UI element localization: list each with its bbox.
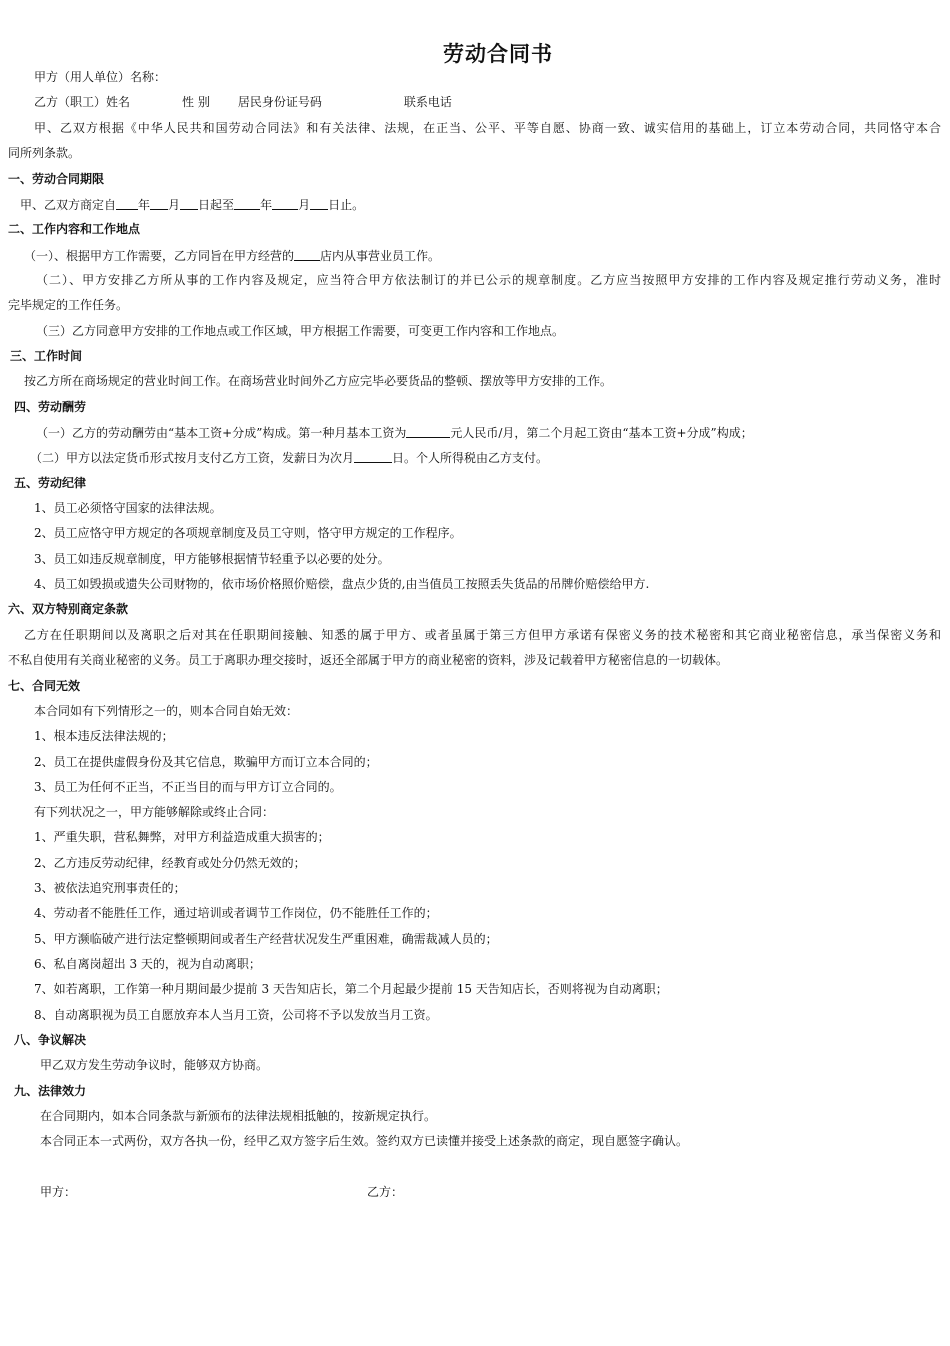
preamble-line-1: 甲、乙双方根据《中华人民共和国劳动合同法》和有关法律、法规，在正当、公平、平等自愿、协商一致、诚实信用的基础上，订立本劳动合同，共同恪守本合	[34, 121, 941, 135]
work-item-1-text-b: 店内从事营业员工作。	[320, 249, 441, 263]
term-text-to: 日起至	[198, 198, 235, 212]
end-day-blank[interactable]	[310, 197, 328, 210]
work-item-1-text-a: （一）、根据甲方工作需要，乙方同旨在甲方经营的	[24, 249, 295, 263]
void-intro: 本合同如有下列情形之一的，则本合同自始无效：	[34, 704, 299, 718]
preamble-line-2: 同所列条款。	[8, 146, 81, 160]
special-terms-line-1: 乙方在任职期间以及离职之后对其在任职期间接触、知悉的属于甲方、或者虽属于第三方但甲方承诺有保密义务的技术秘密和其它商业秘密信息，承当保密义务和	[24, 628, 941, 642]
contract-term-line	[20, 197, 364, 213]
work-content-item-2-line-1: （二）、甲方安排乙方所从事的工作内容及规定，应当符合甲方依法制订的并已公示的规章制度。乙方应当按照甲方安排的工作内容及规定推行劳动义务，准时	[36, 273, 941, 287]
store-name-blank[interactable]	[294, 248, 320, 261]
work-time-paragraph: 按乙方所在商场规定的营业时间工作。在商场营业时间外乙方应完毕必要货品的整顿、摆放等甲方安排的工作。	[24, 374, 613, 388]
party-b-signature-label: 乙方：	[367, 1185, 404, 1199]
work-content-item-2-line-2: 完毕规定的工作任务。	[8, 298, 129, 312]
discipline-item: 4、员工如毁损或遗失公司财物的，依市场价格照价赔偿，盘点少货的,由当值员工按照丢失货品的吊牌价赔偿给甲方.	[34, 577, 650, 591]
termination-item: 2、乙方违反劳动纪律，经教育或处分仍然无效的；	[34, 856, 306, 870]
discipline-item: 1、员工必须恪守国家的法律法规。	[34, 501, 222, 515]
section-5-heading: 五、劳动纪律	[14, 476, 87, 490]
termination-item: 1、严重失职，营私舞弊，对甲方利益造成重大损害的；	[34, 830, 330, 844]
section-8-heading: 八、争议解决	[14, 1033, 87, 1047]
party-a-name-line: 甲方（用人单位）名称：	[34, 70, 167, 84]
termination-item: 4、劳动者不能胜任工作，通过培训或者调节工作岗位，仍不能胜任工作的；	[34, 906, 438, 920]
start-year-blank[interactable]	[116, 197, 138, 210]
special-terms-line-2: 不私自使用有关商业秘密的义务。员工于离职办理交接时，返还全部属于甲方的商业秘密的资料，涉及记载着甲方秘密信息的一切载体。	[8, 653, 729, 667]
legal-effect-paragraph-1: 在合同期内，如本合同条款与新颁布的法律法规相抵触的，按新规定执行。	[40, 1109, 437, 1123]
term-text-from: 甲、乙双方商定自	[20, 198, 117, 212]
term-year-label-2: 年	[260, 198, 273, 212]
section-7-heading: 七、合同无效	[8, 679, 81, 693]
work-content-item-1	[24, 248, 440, 264]
salary-item-1	[36, 425, 753, 441]
termination-item: 7、如若离职，工作第一种月期间最少提前 3 天告知店长，第二个月起最少提前 15 天告知店长，否则将视为自动离职；	[34, 982, 668, 996]
salary-item-1-text-a: （一）乙方的劳动酬劳由“基本工资+分成”构成。第一种月基本工资为	[36, 426, 407, 440]
discipline-item: 3、员工如违反规章制度，甲方能够根据情节轻重予以必要的处分。	[34, 552, 390, 566]
void-item: 3、员工为任何不正当，不正当目的而与甲方订立合同的。	[34, 780, 342, 794]
section-6-heading: 六、双方特别商定条款	[8, 602, 129, 616]
salary-item-2-text-b: 日。个人所得税由乙方支付。	[392, 451, 549, 465]
term-text-end: 日止。	[328, 198, 365, 212]
section-3-heading: 三、工作时间	[10, 349, 83, 363]
end-year-blank[interactable]	[234, 197, 260, 210]
salary-item-2-text-a: （二）甲方以法定货币形式按月支付乙方工资，发薪日为次月	[30, 451, 355, 465]
base-salary-blank[interactable]	[406, 425, 450, 438]
term-month-label-2: 月	[298, 198, 311, 212]
legal-effect-paragraph-2: 本合同正本一式两份，双方各执一份，经甲乙双方签字后生效。签约双方已读懂并接受上述条款的商定，现自愿签字确认。	[40, 1134, 689, 1148]
party-b-id-label: 居民身份证号码	[237, 95, 322, 109]
termination-item: 8、自动离职视为员工自愿放弃本人当月工资，公司将不予以发放当月工资。	[34, 1008, 438, 1022]
dispute-paragraph: 甲乙双方发生劳动争议时，能够双方协商。	[40, 1058, 269, 1072]
work-content-item-3: （三）乙方同意甲方安排的工作地点或工作区域，甲方根据工作需要，可变更工作内容和工作地点。	[36, 324, 565, 338]
salary-item-1-text-b: 元人民币/月，第二个月起工资由“基本工资+分成”构成；	[450, 426, 753, 440]
section-2-heading: 二、工作内容和工作地点	[8, 222, 141, 236]
salary-item-2	[30, 450, 548, 466]
party-b-name-label: 乙方（职工）姓名	[34, 95, 131, 109]
termination-intro: 有下列状况之一，甲方能够解除或终止合同：	[34, 805, 275, 819]
void-item: 1、根本违反法律法规的；	[34, 729, 174, 743]
section-4-heading: 四、劳动酬劳	[14, 400, 87, 414]
termination-item: 3、被依法追究刑事责任的；	[34, 881, 186, 895]
party-b-phone-label: 联系电话	[403, 95, 452, 109]
term-year-label: 年	[138, 198, 151, 212]
termination-item: 6、私自离岗超出 3 天的，视为自动离职；	[34, 957, 261, 971]
void-item: 2、员工在提供虚假身份及其它信息，欺骗甲方而订立本合同的；	[34, 755, 378, 769]
payday-blank[interactable]	[354, 450, 392, 463]
document-title: 劳动合同书	[443, 42, 553, 66]
start-day-blank[interactable]	[180, 197, 198, 210]
termination-item: 5、甲方濒临破产进行法定整顿期间或者生产经营状况发生严重困难，确需裁减人员的；	[34, 932, 498, 946]
party-a-signature-label: 甲方：	[40, 1185, 77, 1199]
discipline-item: 2、员工应恪守甲方规定的各项规章制度及员工守则，恪守甲方规定的工作程序。	[34, 526, 462, 540]
section-9-heading: 九、法律效力	[14, 1084, 87, 1098]
start-month-blank[interactable]	[150, 197, 168, 210]
party-b-gender-label: 性 别	[182, 95, 210, 109]
term-month-label: 月	[168, 198, 181, 212]
party-b-info-line	[34, 95, 452, 110]
end-month-blank[interactable]	[272, 197, 298, 210]
section-1-heading: 一、劳动合同期限	[8, 172, 105, 186]
